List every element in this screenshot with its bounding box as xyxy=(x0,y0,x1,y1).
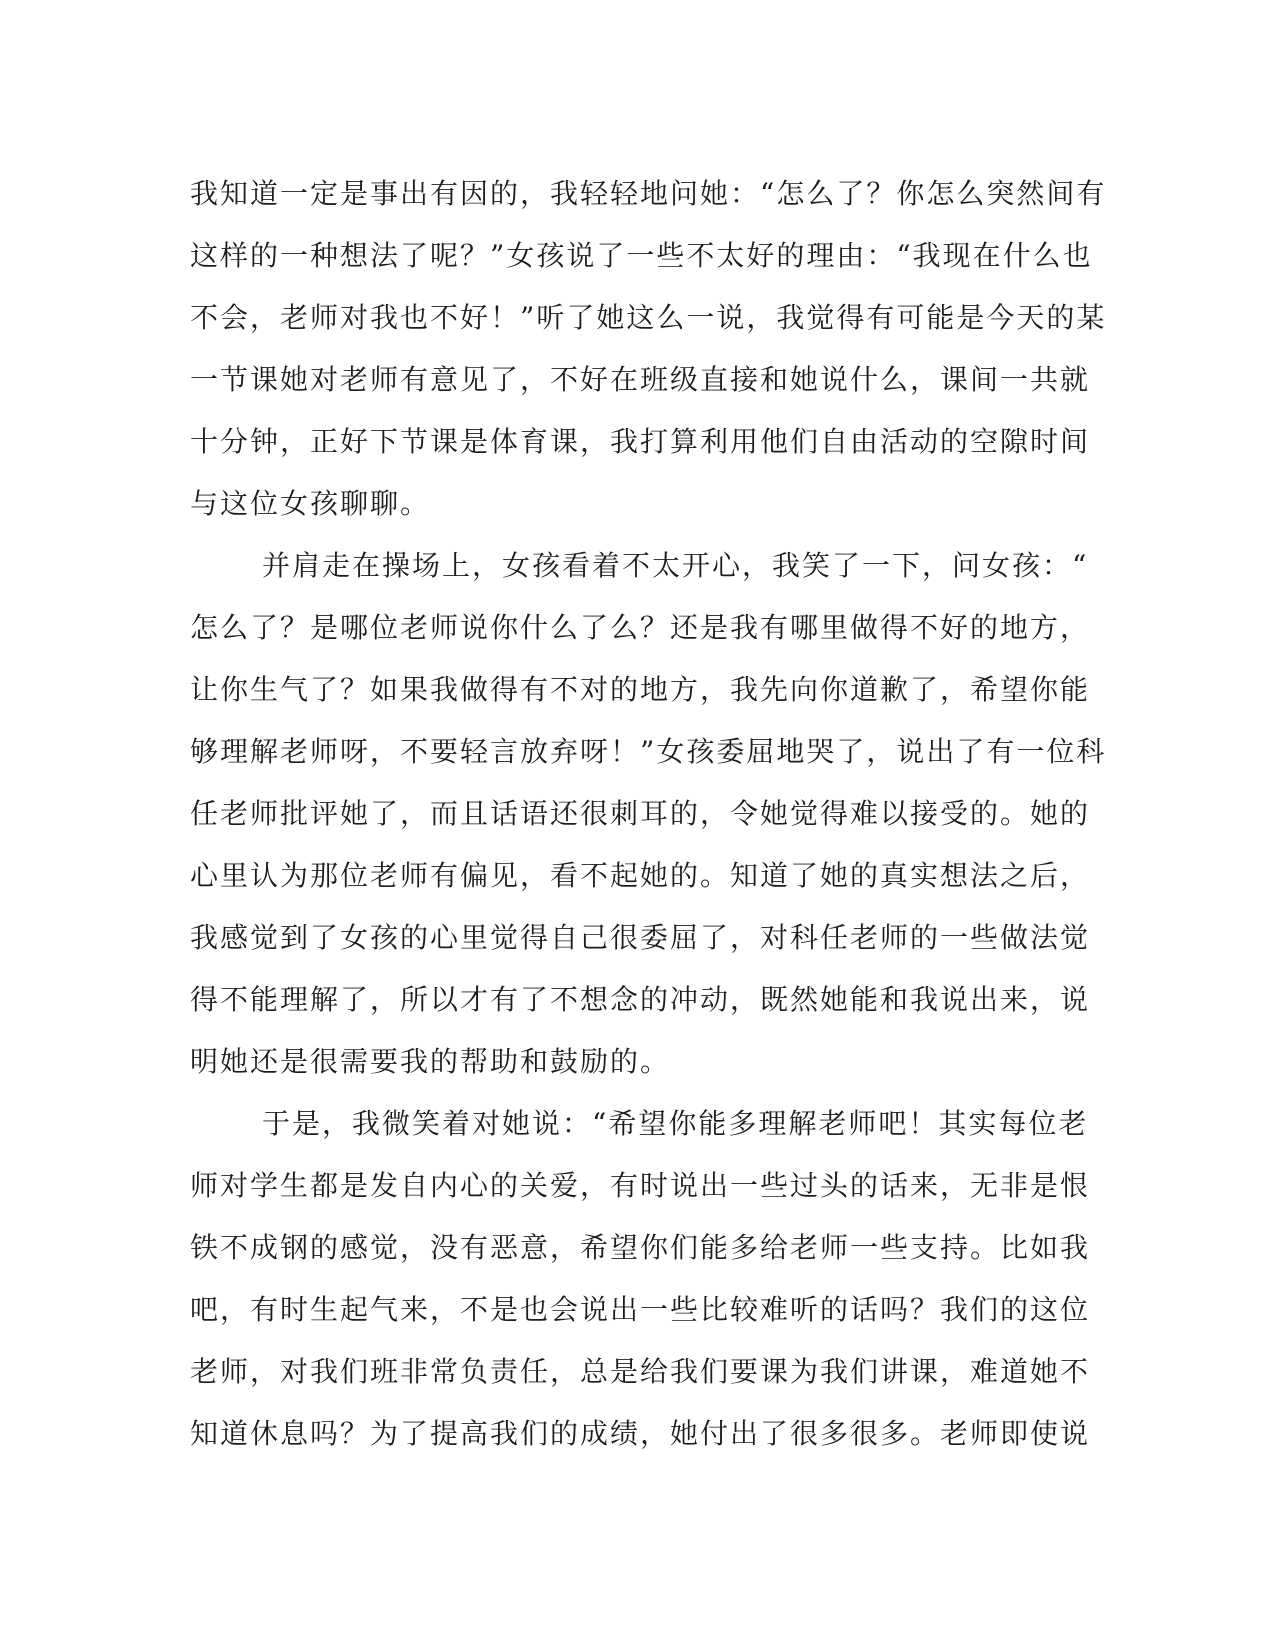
text-line: 任老师批评她了，而且话语还很刺耳的，令她觉得难以接受的。她的 xyxy=(190,797,1091,830)
text-line: 得不能理解了，所以才有了不想念的冲动，既然她能和我说出来，说 xyxy=(190,983,1091,1016)
text-line: 老师，对我们班非常负责任，总是给我们要课为我们讲课，难道她不 xyxy=(190,1355,1091,1388)
text-line: 怎么了？是哪位老师说你什么了么？还是我有哪里做得不好的地方， xyxy=(190,611,1091,644)
text-line: 铁不成钢的感觉，没有恶意，希望你们能多给老师一些支持。比如我 xyxy=(190,1231,1091,1264)
text-line: 我感觉到了女孩的心里觉得自己很委屈了，对科任老师的一些做法觉 xyxy=(190,921,1091,954)
text-line: 明她还是很需要我的帮助和鼓励的。 xyxy=(190,1045,671,1078)
text-line: 十分钟，正好下节课是体育课，我打算利用他们自由活动的空隙时间 xyxy=(190,425,1091,458)
text-line: 师对学生都是发自内心的关爱，有时说出一些过头的话来，无非是恨 xyxy=(190,1169,1091,1202)
text-line: 够理解老师呀，不要轻言放弃呀！”女孩委屈地哭了，说出了有一位科 xyxy=(190,735,1107,768)
paragraph-start-line: 并肩走在操场上，女孩看着不太开心，我笑了一下，问女孩：“ xyxy=(262,549,1089,582)
text-line: 我知道一定是事出有因的，我轻轻地问她：“怎么了？你怎么突然间有 xyxy=(190,177,1107,210)
text-line: 吧，有时生起气来，不是也会说出一些比较难听的话吗？我们的这位 xyxy=(190,1293,1091,1326)
text-line: 让你生气了？如果我做得有不对的地方，我先向你道歉了，希望你能 xyxy=(190,673,1091,706)
text-line: 心里认为那位老师有偏见，看不起她的。知道了她的真实想法之后， xyxy=(190,859,1091,892)
paragraph-start-line: 于是，我微笑着对她说：“希望你能多理解老师吧！其实每位老 xyxy=(262,1107,1089,1140)
text-line: 不会，老师对我也不好！”听了她这么一说，我觉得有可能是今天的某 xyxy=(190,301,1107,334)
text-line: 一节课她对老师有意见了，不好在班级直接和她说什么，课间一共就 xyxy=(190,363,1091,396)
text-line: 知道休息吗？为了提高我们的成绩，她付出了很多很多。老师即使说 xyxy=(190,1417,1091,1450)
body-text xyxy=(190,163,1107,1465)
text-line: 这样的一种想法了呢？”女孩说了一些不太好的理由：“我现在什么也 xyxy=(190,239,1093,272)
text-line: 与这位女孩聊聊。 xyxy=(190,487,431,520)
